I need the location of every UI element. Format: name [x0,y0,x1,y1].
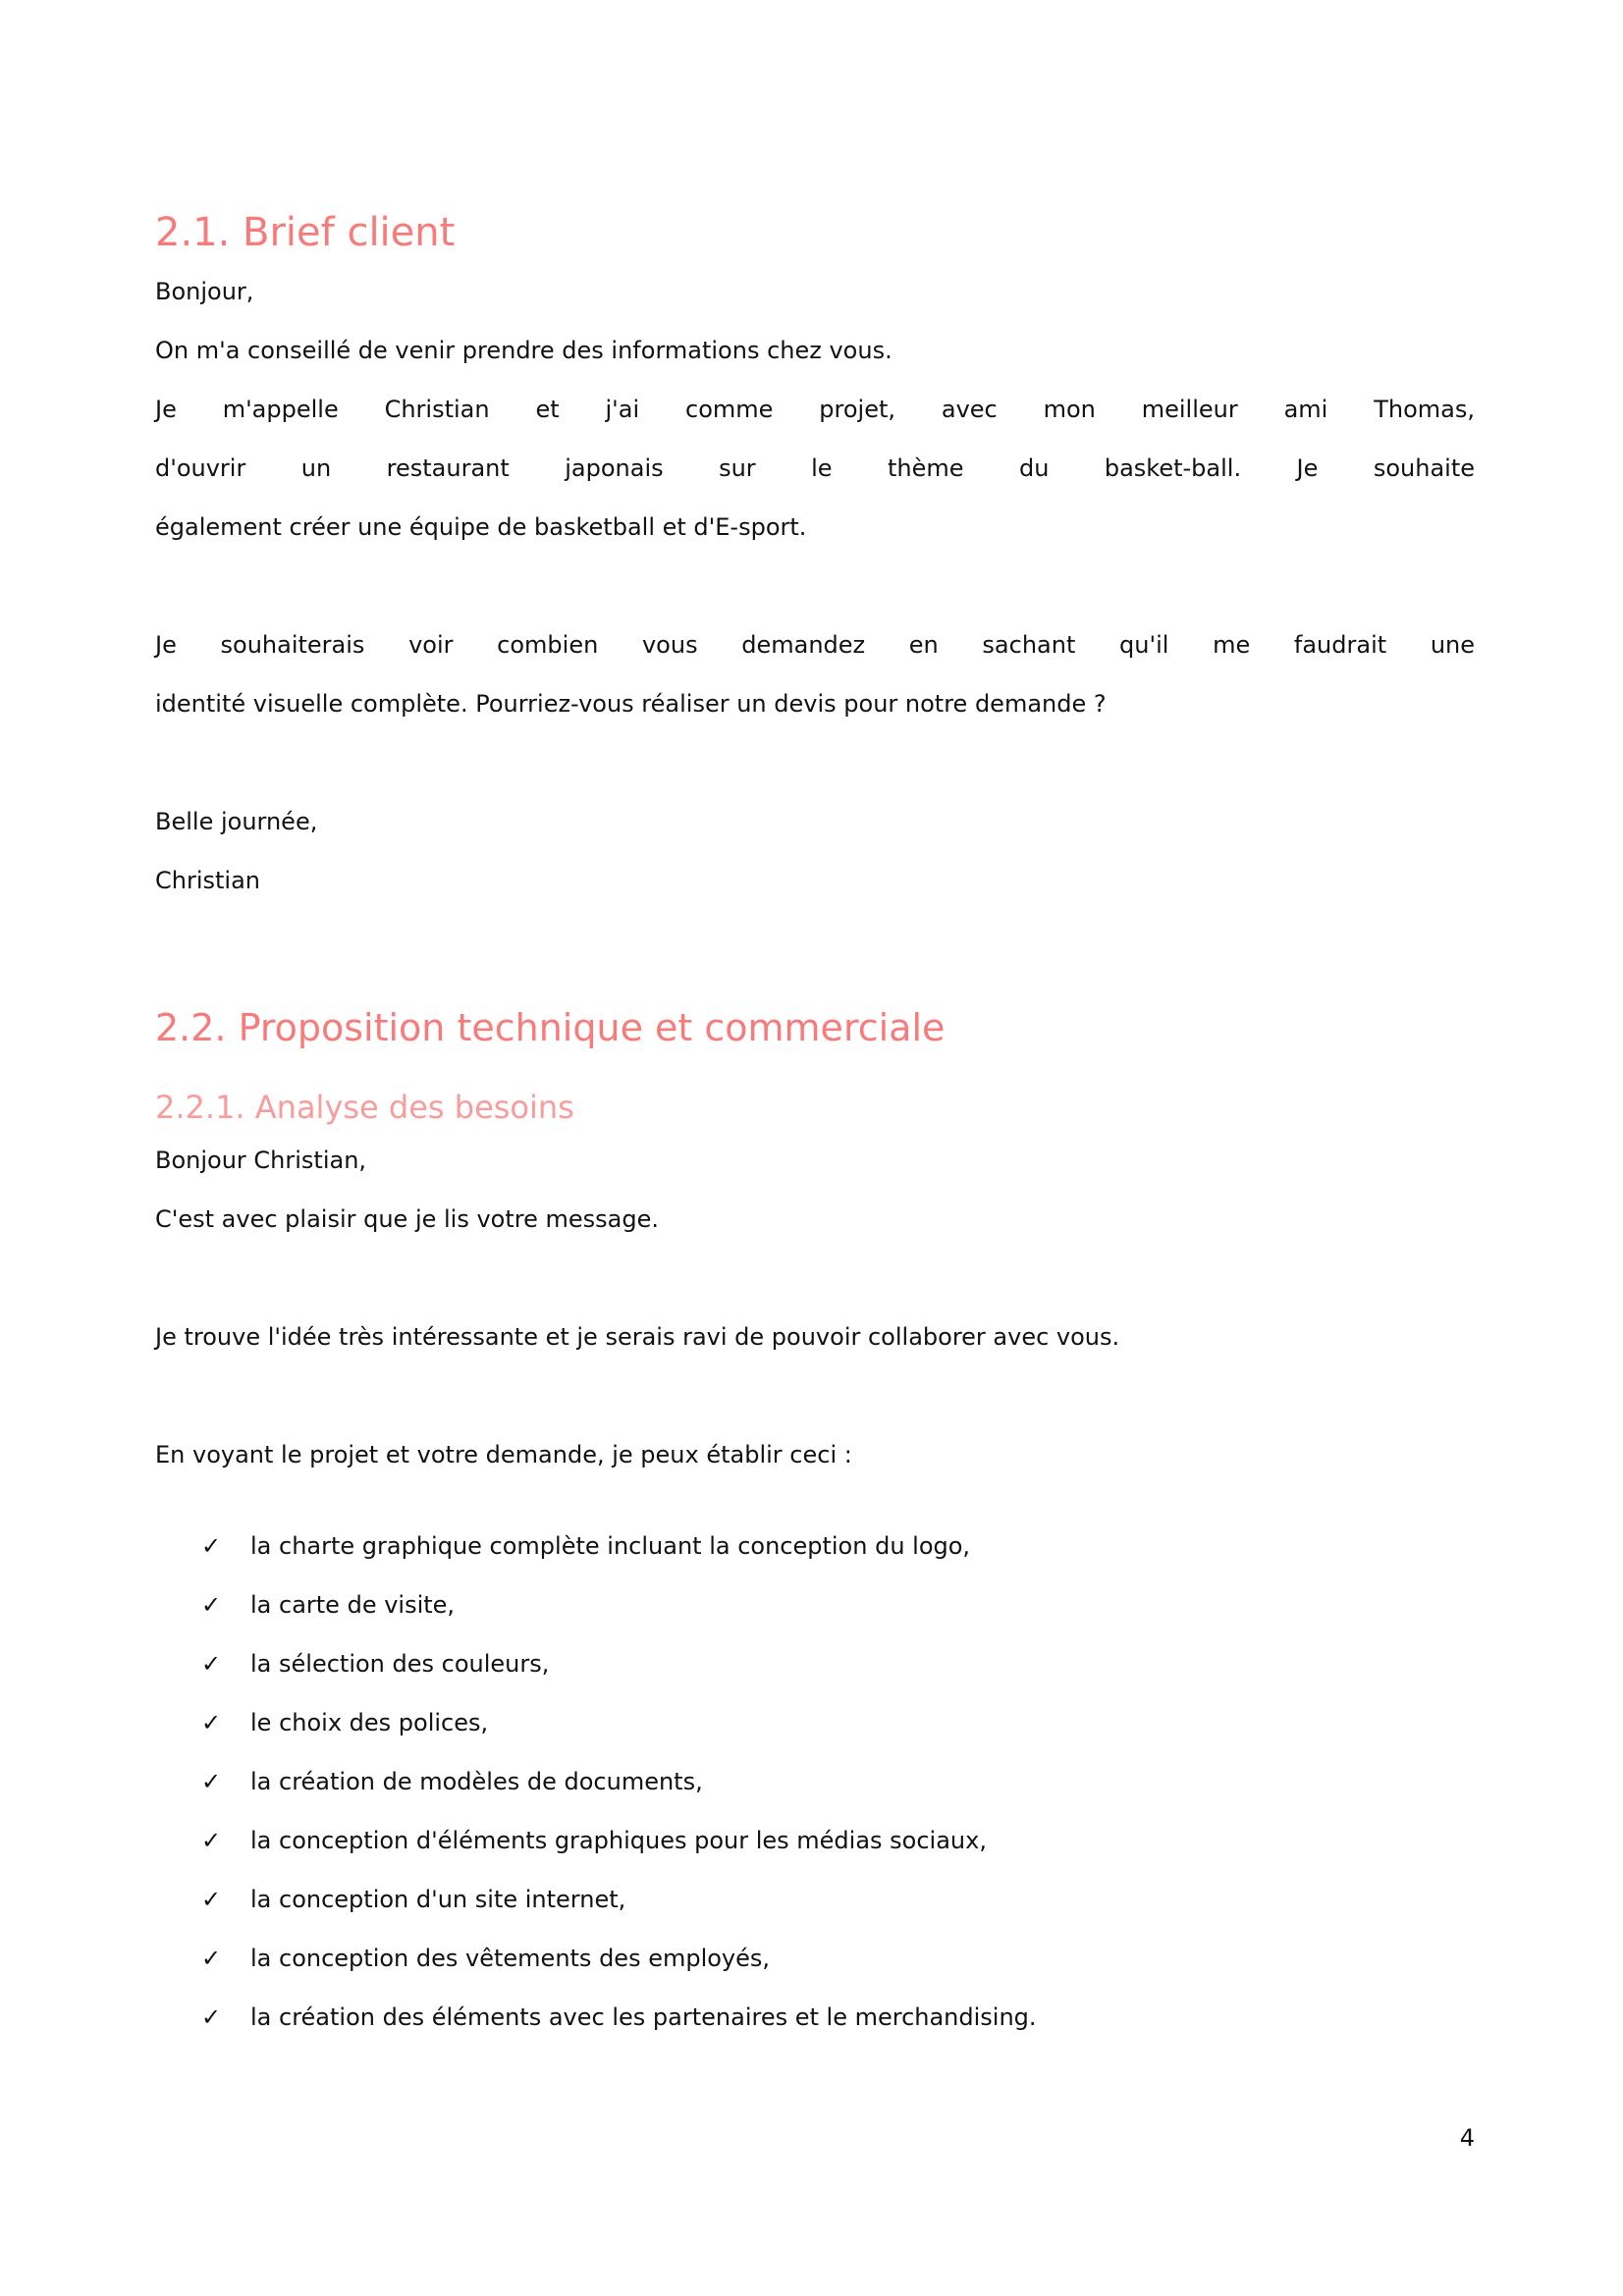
text-line: Je trouve l'idée très intéressante et je serais ravi de pouvoir collaborer avec vous. [155,1323,1120,1351]
text-line: Bonjour, [155,278,254,305]
list-item [201,1870,625,1929]
text-line: C'est avec plaisir que je lis votre message. [155,1205,659,1233]
text-line: Belle journée, [155,808,318,835]
text-line: On m'a conseillé de venir prendre des informations chez vous. [155,337,893,364]
list-item [201,1988,1037,2047]
list-item-text: la sélection des couleurs, [250,1650,550,1678]
checkmark-icon: ✓ [201,1532,222,1560]
list-item [201,1517,970,1575]
subheading-analyse: 2.2.1. Analyse des besoins [155,1089,574,1126]
heading-brief-client: 2.1. Brief client [155,210,456,255]
list-item-text: la carte de visite, [250,1591,456,1619]
text-line: Je m'appelle Christian et j'ai comme projet, avec mon meilleur ami Thomas, [155,396,1475,423]
checkmark-icon: ✓ [201,1650,222,1678]
list-item [201,1929,770,1988]
list-item [201,1752,703,1811]
heading-proposition: 2.2. Proposition technique et commerciale [155,1006,946,1049]
text-line: Je souhaiterais voir combien vous demandez en sachant qu'il me faudrait une [155,631,1475,659]
list-item [201,1634,549,1693]
checkmark-icon: ✓ [201,1886,222,1913]
checkmark-icon: ✓ [201,1709,222,1736]
list-item-text: la création des éléments avec les partenaires et le merchandising. [250,2003,1037,2031]
text-line: également créer une équipe de basketball et d'E-sport. [155,513,807,541]
list-item-text: la conception d'un site internet, [250,1886,626,1913]
list-item [201,1811,987,1870]
list-item-text: le choix des polices, [250,1709,489,1736]
text-line: identité visuelle complète. Pourriez-vous réaliser un devis pour notre demande ? [155,690,1107,718]
checkmark-icon: ✓ [201,1591,222,1619]
list-item [201,1693,488,1752]
list-item-text: la charte graphique complète incluant la conception du logo, [250,1532,971,1560]
text-line: Christian [155,867,261,894]
page-number: 4 [1459,2124,1475,2152]
checkmark-icon: ✓ [201,1945,222,1972]
list-item-text: la conception d'éléments graphiques pour les médias sociaux, [250,1827,987,1854]
list-item-text: la création de modèles de documents, [250,1768,703,1795]
text-line: En voyant le projet et votre demande, je peux établir ceci : [155,1441,852,1468]
list-item-text: la conception des vêtements des employés, [250,1945,771,1972]
text-line: Bonjour Christian, [155,1147,367,1174]
text-line: d'ouvrir un restaurant japonais sur le thème du basket-ball. Je souhaite [155,454,1475,482]
checkmark-icon: ✓ [201,2003,222,2031]
checkmark-icon: ✓ [201,1768,222,1795]
list-item [201,1575,455,1634]
checkmark-icon: ✓ [201,1827,222,1854]
